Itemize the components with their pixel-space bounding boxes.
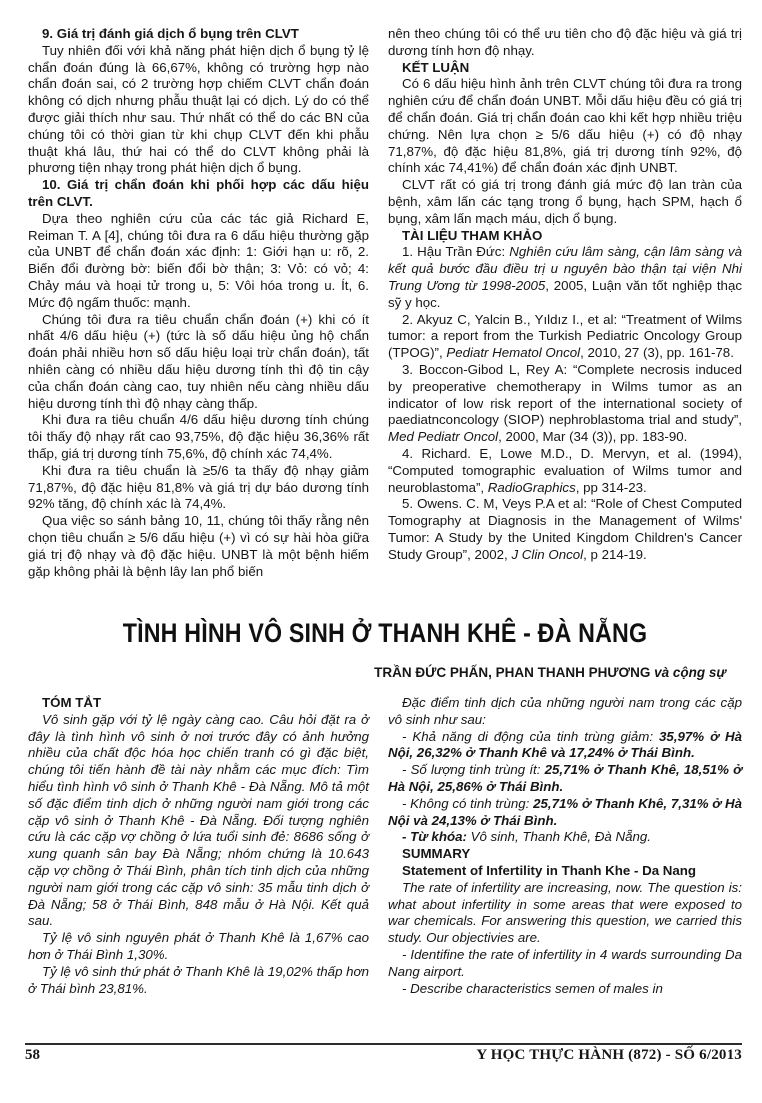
reference-item-4 [388,446,742,496]
result-bullet-3 [388,796,742,830]
reference-source: RadioGraphics [487,479,576,495]
paragraph-10e: Qua việc so sánh bảng 10, 11, chúng tôi thấy rằng nên chọn tiêu chuẩn ≥ 5/6 dấu hiệu (+) vì có sự hài hòa giữa giá trị độ nhạy và độ đặc hiệu. UNBT là một bệnh hiếm gặp không phải là bệnh lây lan phổ biến [28,513,369,579]
section-heading-10: 10. Giá trị chẩn đoán khi phối hợp các dấu hiệu trên CLVT. [28,177,369,209]
conclusion-paragraph-2: CLVT rất có giá trị trong đánh giá mức độ lan tràn của bệnh, xâm lấn các tạng trong ổ bụng, hạch SPM, hạch ổ bụng, xâm lấn mạch máu, dịch ổ bụng. [388,177,742,226]
page-number: 58 [25,1047,40,1063]
bullet-label: - Số lượng tinh trùng ít: [402,762,545,778]
paragraph-9: Tuy nhiên đối với khả năng phát hiện dịch ổ bụng tỷ lệ chẩn đoán đúng là 66,67%, không có trường hợp nào chẩn đoán sai, có 2 trường hợp chiếm CLVT chẩn đoán không có dịch nhưng phẫu thuật lại có dịch. Lý do có thể được giải thích như sau. Thứ nhất có thể do các BN của chúng tôi có thời gian từ khi chụp CLVT đến khi phẫu thuật khá lâu, thứ hai có thể do CLVT không phải là phương tiện nhạy trong phát hiện dịch ổ bụng. [28,42,369,176]
section-heading-9: 9. Giá trị đánh giá dịch ổ bụng trên CLVT [42,26,299,41]
reference-text: 2. Akyuz C, Yalcin B., Yıldız I., et al: “Treatment of Wilms tumor: a report from the Turkish Pediatric Oncology Group (TPOG)”, [388,311,742,361]
authors-et-al: và cộng sự [654,665,726,680]
paragraph-10d: Khi đưa ra tiêu chuẩn là ≥5/6 ta thấy độ nhạy giảm 71,87%, độ đặc hiệu 81,8% và giá trị dự báo dương tính 92% tăng, độ chính xác là 74,4%. [28,462,369,512]
summary-column [388,695,742,997]
paragraph-continuation: nên theo chúng tôi có thể ưu tiên cho độ đặc hiệu và giá trị dương tính hơn độ nhạy. [388,26,742,58]
reference-item-1 [388,244,742,311]
bullet-label: - Khả năng di động của tinh trùng giảm: [402,728,660,744]
reference-text: 5. Owens. C. M, Veys P.A et al: “Role of Chest Computed Tomography at Diagnosis in the Management of Wilms' Tumor: A Study by the United Kingdom Children's Cancer Study Group”, 2002, [388,496,742,562]
reference-text: 1. Hậu Trần Đức: [402,244,510,260]
reference-text: , pp 314-23. [575,479,647,495]
result-bullet-2 [388,762,742,796]
keywords-label: - Từ khóa: [402,829,471,845]
reference-text: 4. Richard. E, Lowe M.D., D. Mervyn, et al. (1994), “Computed tomographic evaluation of Wilms tumor and neuroblastoma”, [388,445,742,495]
reference-source: Med Pediatr Oncol [388,429,499,445]
reference-item-2 [388,312,742,362]
authors-line [28,665,742,680]
reference-text: , 2000, Mar (34 (3)), pp. 183-90. [498,429,688,445]
article-title: TÌNH HÌNH VÔ SINH Ở THANH KHÊ - ĐÀ NẴNG [122,618,648,648]
bullet-stats: 25,71% ở Thanh Khê, 7,31% ở Hà Nội và 24,13% ở Thái Bình. [388,795,742,828]
summary-paragraph-1: The rate of infertility are increasing, now. The question is: what about infertility in some areas that were exposed to war chemicals. For answering this question, we carried this study. Our objectivies are. [388,879,742,946]
abstract-heading: TÓM TẮT [42,695,102,710]
top-left-column [28,26,369,602]
reference-text: , 2010, 27 (3), pp. 161-78. [580,345,734,361]
bullet-stats: 25,71% ở Thanh Khê, 18,51% ở Hà Nội, 25,86% ở Thái Bình. [388,762,742,794]
conclusion-heading: KẾT LUẬN [402,59,470,75]
reference-text: 3. Boccon-Gibod L, Rey A: “Complete necrosis induced by preoperative chemotherapy in Wilms tumor as an indicator of low risk report of the international society of paediatnconcology (SIOP) nephroblastoma trial and study”, [388,361,742,428]
bottom-section [28,695,742,997]
references-heading: TÀI LIỆU THAM KHẢO [402,227,543,243]
author-names: TRẦN ĐỨC PHẤN, PHAN THANH PHƯƠNG [374,665,655,680]
reference-source: Pediatr Hematol Oncol [446,345,581,361]
summary-heading: SUMMARY [402,846,471,862]
top-right-column [388,26,742,602]
article-title-block [28,618,742,680]
summary-paragraph-3: - Describe characteristics semen of males in [402,980,663,996]
page-content [28,26,742,997]
bullet-label: - Không có tinh trùng: [402,795,534,811]
reference-item-5 [388,496,742,563]
summary-title: Statement of Infertility in Thanh Khe - Da Nang [402,862,697,878]
abstract-column [28,695,369,997]
summary-paragraph-2: - Identifine the rate of infertility in 4 wards surrounding Da Nang airport. [388,946,742,979]
keywords-value: Vô sinh, Thanh Khê, Đà Nẵng. [470,829,651,845]
keywords-line [388,829,742,846]
reference-text: , p 214-19. [583,546,647,562]
bullet-stats: 35,97% ở Hà Nội, 26,32% ở Thanh Khê và 17,24% ở Thái Bình. [388,728,742,761]
reference-text: , 2005, Luận văn tốt nghiệp thạc sỹ y học. [388,277,742,310]
top-section [28,26,742,602]
page-footer [25,1043,742,1064]
abstract-paragraph-3: Tỷ lệ vô sinh thứ phát ở Thanh Khê là 19,02% thấp hơn ở Thái bình 23,81%. [28,963,369,996]
reference-source: J Clin Oncol [511,546,584,562]
paragraph-10b: Chúng tôi đưa ra tiêu chuẩn chẩn đoán (+) khi có ít nhất 4/6 dấu hiệu (+) (tức là số dấu hiệu ủng hộ chẩn đoán phải nhiều hơn số dấu hiệu loại trừ chẩn đoán), tất nhiên càng có nhiều dấu hiệu dương tính thì độ tin cậy của chẩn đoán càng cao, tuy nhiên nếu càng nhiều dấu hiệu dương tính thì độ nhạy càng thấp. [28,311,369,411]
reference-source: Nghiên cứu lâm sàng, cận lâm sàng và kết quả bước đầu điều trị u nguyên bào thận tại viện Nhi Trung Ương từ 1998-2005 [388,244,742,293]
paragraph-10c: Khi đưa ra tiêu chuẩn 4/6 dấu hiệu dương tính chúng tôi thấy độ nhạy rất cao 93,75%, độ đặc hiệu 36,36% rất thấp, giá trị dương tính 75,6%, độ chính xác 74,4%. [28,412,369,461]
paragraph-10a: Dựa theo nghiên cứu của các tác giả Richard E, Reiman T. A [4], chúng tôi đưa ra 6 dấu hiệu thường gặp của UNBT để chẩn đoán xác định: 1: Giới hạn u: rõ, 2. Biến đổi đường bờ: biến đổi bờ thận; 3: Vỏ: có vỏ; 4: Chảy máu và hoại tử trong u, 5: Vôi hóa trong u. Ít, 6. Mức độ ngấm thuốc: mạnh. [28,210,369,310]
journal-name: Y HỌC THỰC HÀNH (872) - SỐ 6/2013 [476,1047,742,1063]
conclusion-paragraph-1: Có 6 dấu hiệu hình ảnh trên CLVT chúng tôi đưa ra trong nghiên cứu để chẩn đoán UNBT. Mỗi dấu hiệu đều có giá trị để chẩn đoán. Giá trị chẩn đoán cao khi kết hợp nhiều triệu chứng. Nên lựa chọn ≥ 5/6 dấu hiệu (+) có độ nhạy 71,87%, độ đặc hiệu 81,8%, giá trị dương tính 92%, độ chính xác 74,41%) để chẩn đoán xác định UNBT. [388,76,742,176]
result-bullet-1 [388,729,742,763]
abstract-paragraph-1: Vô sinh gặp với tỷ lệ ngày càng cao. Câu hỏi đặt ra ở đây là tình hình vô sinh ở nơi trước đây có ảnh hưởng nhiều của chất độc hóa học chiến tranh có gì đặc biệt, chúng tôi tiến hành đề tài này nhằm các mục đích: Tìm hiểu tình hình vô sinh ở Thanh Khê - Đà Nẵng. Mô tả một số đặc điểm tinh dịch ở những người nam giới trong các cặp vô sinh ở Thanh Khê - Đà Nẵng. Đối tượng nghiên cứu là các cặp vợ chồng ở lứa tuổi sinh đẻ: 8686 sống ở xung quanh sân bay Đà Nẵng; nhóm chứng là 10.643 cặp vợ chồng ở Thái Bình, phân tích tinh dịch của những người nam giới trong các cặp vô sinh: 35 mẫu tinh dịch ở Đà Nẵng; 58 ở Thái Bình, 848 mẫu ở Hà Nội. Kết quả sau. [28,711,369,929]
reference-item-3 [388,362,742,446]
semen-intro-paragraph: Đặc điểm tinh dịch của những người nam trong các cặp vô sinh như sau: [388,695,742,727]
abstract-paragraph-2: Tỷ lệ vô sinh nguyên phát ở Thanh Khê là 1,67% cao hơn ở Thái Bình 1,30%. [28,930,369,962]
